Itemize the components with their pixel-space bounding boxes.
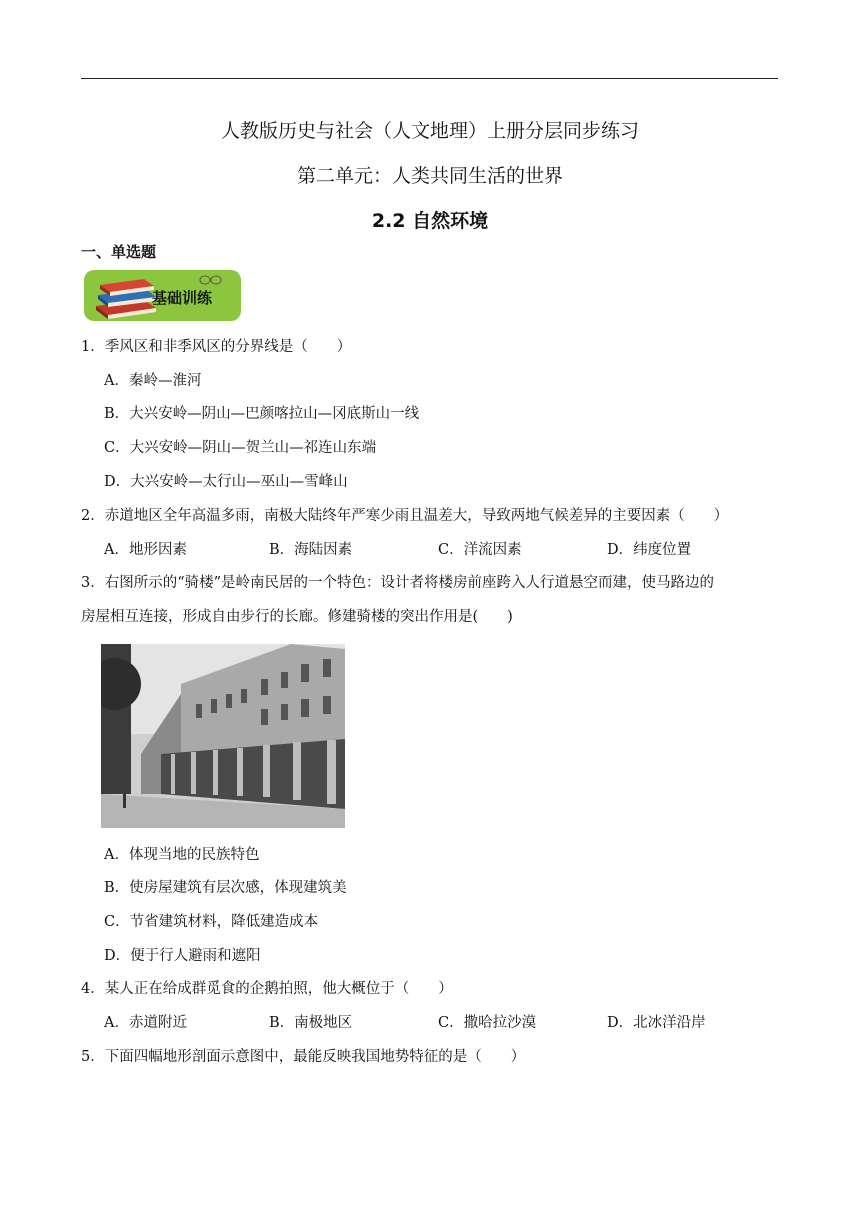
qilou-photo: [101, 644, 345, 828]
question-3-option-b: B．使房屋建筑有层次感，体现建筑美: [104, 880, 347, 896]
question-4-option-d: D．北冰洋沿岸: [607, 1015, 706, 1031]
question-1-option-d: D．大兴安岭—太行山—巫山—雪峰山: [104, 474, 348, 490]
question-3-stem-line-2: 房屋相互连接，形成自由步行的长廊。修建骑楼的突出作用是( ): [81, 609, 513, 625]
question-3-option-a: A．体现当地的民族特色: [104, 847, 260, 863]
lesson-title: 2.2 自然环境: [371, 210, 489, 232]
unit-title: 第二单元：人类共同生活的世界: [296, 165, 563, 187]
badge-label: 基础训练: [152, 289, 213, 307]
question-4-stem: 4．某人正在给成群觅食的企鹅拍照，他大概位于（ ）: [81, 981, 453, 997]
question-2-option-b: B．海陆因素: [269, 542, 353, 558]
question-3-option-c: C．节省建筑材料，降低建造成本: [104, 914, 319, 930]
question-1-option-b: B．大兴安岭—阴山—巴颜喀拉山—冈底斯山一线: [104, 406, 420, 422]
question-1-option-c: C．大兴安岭—阴山—贺兰山—祁连山东端: [104, 440, 377, 456]
question-2-option-a: A．地形因素: [104, 542, 187, 558]
question-1-stem: 1．季风区和非季风区的分界线是（ ）: [81, 339, 352, 355]
question-4-option-c: C．撒哈拉沙漠: [438, 1015, 537, 1031]
question-2-option-c: C．洋流因素: [438, 542, 522, 558]
document-title: 人教版历史与社会（人文地理）上册分层同步练习: [220, 120, 639, 142]
section-heading: 一、单选题: [81, 243, 157, 261]
question-1-option-a: A．秦岭—淮河: [104, 373, 202, 389]
question-3-stem-line-1: 3．右图所示的“骑楼”是岭南民居的一个特色：设计者将楼房前座跨入人行道悬空而建，使马路边的: [81, 575, 715, 591]
question-4-option-b: B．南极地区: [269, 1015, 353, 1031]
question-2-option-d: D．纬度位置: [607, 542, 692, 558]
question-2-stem: 2．赤道地区全年高温多雨，南极大陆终年严寒少雨且温差大，导致两地气候差异的主要因素（ ）: [81, 508, 729, 524]
basic-training-badge: [84, 270, 241, 321]
question-4-option-a: A．赤道附近: [104, 1015, 187, 1031]
question-3-option-d: D．便于行人避雨和遮阳: [104, 948, 261, 964]
header-rule: [81, 78, 778, 79]
question-5-stem: 5．下面四幅地形剖面示意图中，最能反映我国地势特征的是（ ）: [81, 1049, 526, 1065]
